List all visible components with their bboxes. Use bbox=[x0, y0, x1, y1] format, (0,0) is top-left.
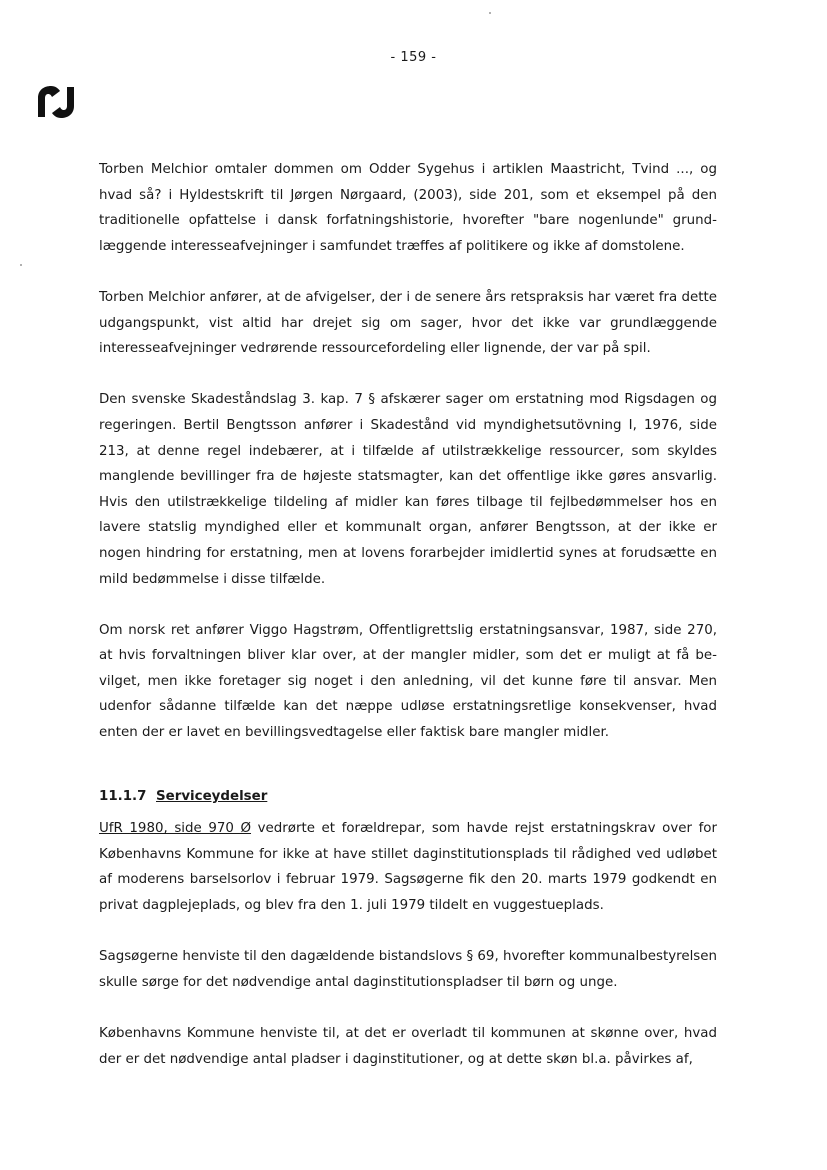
scan-speck bbox=[20, 264, 22, 266]
paragraph bbox=[99, 816, 717, 918]
publisher-logo-icon bbox=[36, 84, 76, 120]
paragraph-text: vedrørte et forældrepar, som havde rejst erstatningskrav over for Københavns Kommune for ikke at have stillet daginstitutionsplads til rådighed ved udløbet af moderens barselsorlov i februar 1979. Sagsøgerne fik den 20. marts 1979 godkendt en privat dagplejeplads, og blev fra den 1. juli 1979 tildelt en vuggestueplads. bbox=[99, 821, 718, 914]
paragraph: Københavns Kommune henviste til, at det er overladt til kommunen at skønne over, hvad der er det nødvendige antal pladser i daginstitutioner, og at dette skøn bl.a. påvirkes af, bbox=[99, 1026, 717, 1067]
paragraph: Torben Melchior omtaler dommen om Odder Sygehus i artiklen Maastricht, Tvind ..., og hvad så? i Hyldestskrift til Jørgen Nørgaard, (2003), side 201, som et eksempel på den traditionelle opfattelse i dansk forfatningshistorie, hvorefter "bare nogenlunde" grundlæggende interesseafvejninger i samfundet træffes af politikere og ikke af domstolene. bbox=[99, 162, 717, 254]
paragraph: Om norsk ret anfører Viggo Hagstrøm, Offentligrettslig erstatningsansvar, 1987, side 270, at hvis forvaltningen bliver klar over, at der mangler midler, som det er muligt at få bevilget, men ikke foretager sig noget i den anledning, vil det kunne føre til ansvar. Men udenfor sådanne tilfælde kan det næppe udløse erstatningsretlige konsekvenser, hvad enten der er lavet en bevillingsvedtagelse eller faktisk bare mangler midler. bbox=[99, 622, 717, 741]
case-reference: UfR 1980, side 970 Ø bbox=[99, 821, 252, 837]
paragraph: Den svenske Skadeståndslag 3. kap. 7 § afskærer sager om erstatning mod Rigsdagen og regeringen. Bertil Bengtsson anfører i Skadestånd vid myndighetsutövning I, 1976, side 213, at denne regel indebærer, at i tilfælde af utilstrækkelige ressourcer, som skyldes manglende bevillinger fra de højeste statsmagter, kan det offentlige ikke gøres ansvarlig. Hvis den utilstrækkelige tildeling af midler kan føres tilbage til fejlbedømmelser hos en lavere statslig myndighed eller et kommunalt organ, anfører Bengtsson, at der ikke er nogen hindring for erstatning, men at lovens forarbejder imidlertid synes at forudsætte en mild bedømmelse i disse tilfælde. bbox=[99, 392, 717, 587]
section-title: Serviceydelser bbox=[156, 788, 268, 804]
section-heading bbox=[99, 784, 717, 810]
paragraph: Sagsøgerne henviste til den dagældende bistandslovs § 69, hvorefter kommunalbestyrelsen skulle sørge for det nødvendige antal daginstitutionspladser til børn og unge. bbox=[99, 949, 717, 990]
section-number: 11.1.7 bbox=[99, 788, 147, 804]
page-number: - 159 - bbox=[390, 50, 437, 65]
paragraph: Torben Melchior anfører, at de afvigelser, der i de senere års retspraksis har været fra dette udgangspunkt, vist altid har drejet sig om sager, hvor det ikke var grundlæggende interesseafvejninger vedrørende ressourcefordeling eller lignende, der var på spil. bbox=[99, 289, 717, 357]
scan-speck bbox=[489, 12, 491, 14]
document-body bbox=[99, 157, 717, 1072]
